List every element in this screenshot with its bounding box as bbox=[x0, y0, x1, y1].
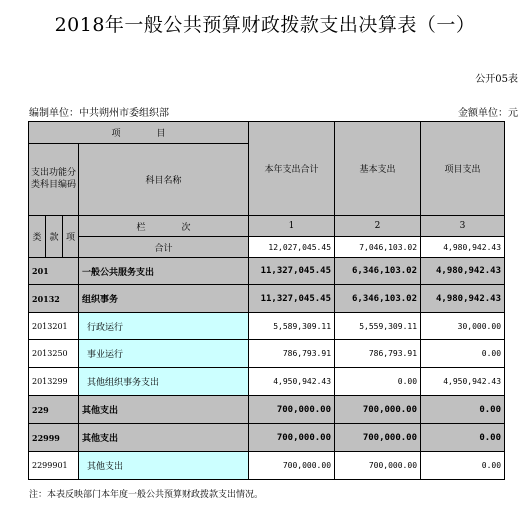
basic-value: 700,000.00 bbox=[335, 452, 421, 480]
table-row bbox=[29, 237, 505, 258]
project-value: 0.00 bbox=[421, 424, 505, 452]
footnote: 注：本表反映部门本年度一般公共预算财政拨款支出情况。 bbox=[29, 490, 264, 500]
header-column: 栏 次 bbox=[79, 216, 249, 237]
subject-name: 一般公共服务支出 bbox=[79, 258, 249, 285]
subject-code: 2013201 bbox=[29, 313, 79, 340]
header-item: 项 目 bbox=[29, 122, 249, 144]
header-col1: 1 bbox=[249, 216, 335, 237]
basic-value: 6,346,103.02 bbox=[335, 285, 421, 313]
subject-name: 合计 bbox=[79, 237, 249, 258]
table-row bbox=[29, 396, 505, 424]
subject-code: 229 bbox=[29, 396, 79, 424]
total-value: 700,000.00 bbox=[249, 452, 335, 480]
subject-name: 其他支出 bbox=[79, 396, 249, 424]
budget-table bbox=[28, 121, 505, 480]
header-project: 项目支出 bbox=[421, 122, 505, 216]
subject-name: 其他支出 bbox=[79, 424, 249, 452]
project-value: 4,980,942.43 bbox=[421, 258, 505, 285]
basic-value: 7,046,103.02 bbox=[335, 237, 421, 258]
total-value: 12,027,045.45 bbox=[249, 237, 335, 258]
total-value: 11,327,045.45 bbox=[249, 285, 335, 313]
basic-value: 5,559,309.11 bbox=[335, 313, 421, 340]
subject-code: 2013250 bbox=[29, 340, 79, 368]
table-row bbox=[29, 452, 505, 480]
page-title: 2018年一般公共预算财政拨款支出决算表（一） bbox=[54, 14, 476, 36]
total-value: 700,000.00 bbox=[249, 424, 335, 452]
total-value: 786,793.91 bbox=[249, 340, 335, 368]
form-code: 公开05表 bbox=[475, 74, 518, 85]
subject-code: 2299901 bbox=[29, 452, 79, 480]
header-total: 本年支出合计 bbox=[249, 122, 335, 216]
project-value: 4,950,942.43 bbox=[421, 368, 505, 396]
basic-value: 700,000.00 bbox=[335, 424, 421, 452]
header-kuan: 款 bbox=[46, 216, 63, 258]
header-basic: 基本支出 bbox=[335, 122, 421, 216]
table-row bbox=[29, 258, 505, 285]
total-value: 5,589,309.11 bbox=[249, 313, 335, 340]
project-value: 4,980,942.43 bbox=[421, 285, 505, 313]
subject-name: 行政运行 bbox=[79, 313, 249, 340]
header-func-code: 支出功能分类科目编码 bbox=[29, 144, 79, 216]
table-row bbox=[29, 424, 505, 452]
subject-name: 事业运行 bbox=[79, 340, 249, 368]
subject-code: 20132 bbox=[29, 285, 79, 313]
subject-code: 2013299 bbox=[29, 368, 79, 396]
basic-value: 700,000.00 bbox=[335, 396, 421, 424]
total-value: 4,950,942.43 bbox=[249, 368, 335, 396]
project-value: 0.00 bbox=[421, 396, 505, 424]
project-value: 0.00 bbox=[421, 340, 505, 368]
table-row bbox=[29, 340, 505, 368]
project-value: 0.00 bbox=[421, 452, 505, 480]
subject-code: 22999 bbox=[29, 424, 79, 452]
basic-value: 0.00 bbox=[335, 368, 421, 396]
table-row bbox=[29, 285, 505, 313]
header-xiang: 项 bbox=[63, 216, 79, 258]
basic-value: 786,793.91 bbox=[335, 340, 421, 368]
subject-name: 组织事务 bbox=[79, 285, 249, 313]
org-unit: 编制单位：中共朔州市委组织部 bbox=[29, 108, 169, 119]
project-value: 30,000.00 bbox=[421, 313, 505, 340]
header-lei: 类 bbox=[29, 216, 46, 258]
subject-name: 其他支出 bbox=[79, 452, 249, 480]
total-value: 700,000.00 bbox=[249, 396, 335, 424]
money-unit: 金额单位：元 bbox=[458, 108, 518, 119]
header-subject-name: 科目名称 bbox=[79, 144, 249, 216]
subject-name: 其他组织事务支出 bbox=[79, 368, 249, 396]
project-value: 4,980,942.43 bbox=[421, 237, 505, 258]
table-row bbox=[29, 368, 505, 396]
subject-code: 201 bbox=[29, 258, 79, 285]
header-col3: 3 bbox=[421, 216, 505, 237]
table-row bbox=[29, 313, 505, 340]
basic-value: 6,346,103.02 bbox=[335, 258, 421, 285]
header-col2: 2 bbox=[335, 216, 421, 237]
total-value: 11,327,045.45 bbox=[249, 258, 335, 285]
